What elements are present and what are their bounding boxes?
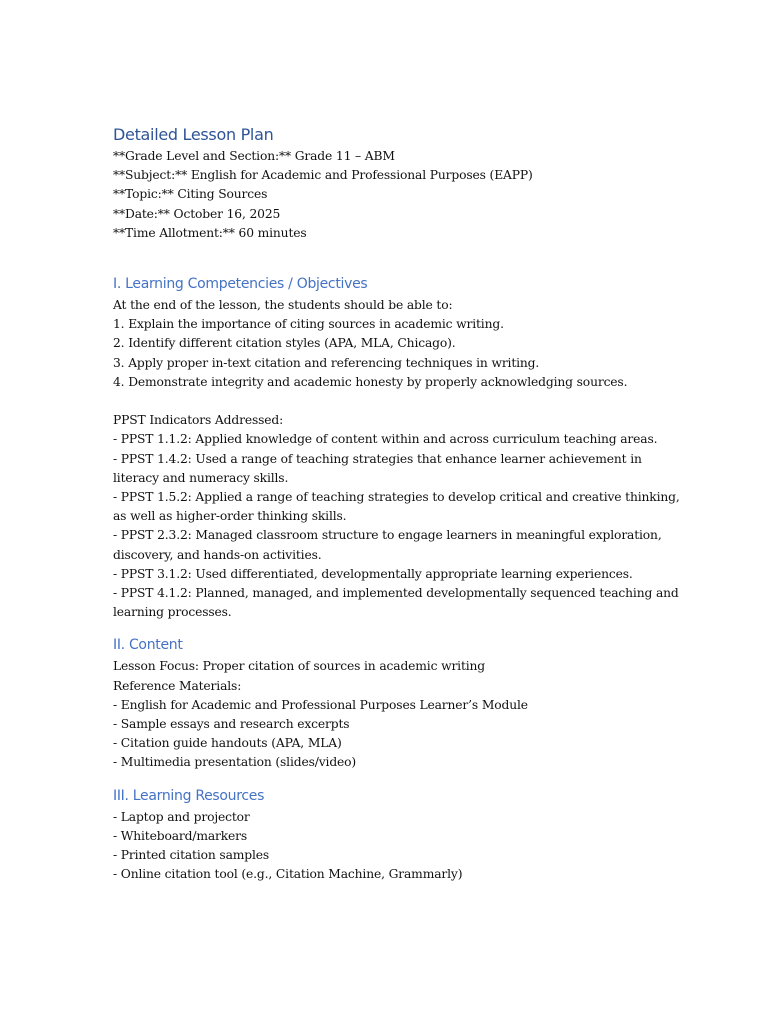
lesson-focus: Lesson Focus: Proper citation of sources in academic writing	[113, 659, 486, 674]
document-body	[113, 124, 680, 884]
document-title: Detailed Lesson Plan	[113, 125, 274, 144]
ppst-item-continued: learning processes.	[113, 605, 232, 620]
ppst-item: - PPST 4.1.2: Planned, managed, and implemented developmentally sequenced teaching and	[113, 586, 679, 601]
ppst-item-continued: discovery, and hands-on activities.	[113, 547, 322, 562]
section-heading: II. Content	[113, 637, 183, 654]
ppst-indicators-label: PPST Indicators Addressed:	[113, 413, 284, 428]
reference-item: - Multimedia presentation (slides/video)	[113, 755, 357, 770]
header-time-allotment: **Time Allotment:** 60 minutes	[113, 225, 307, 240]
header-grade-level: **Grade Level and Section:** Grade 11 – ABM	[113, 149, 395, 163]
objective-item: 3. Apply proper in-text citation and referencing techniques in writing.	[113, 355, 540, 370]
header-subject: **Subject:** English for Academic and Professional Purposes (EAPP)	[113, 168, 533, 183]
ppst-item: - PPST 3.1.2: Used differentiated, developmentally appropriate learning experiences.	[113, 566, 633, 581]
ppst-item-continued: literacy and numeracy skills.	[113, 470, 289, 485]
objective-item: 1. Explain the importance of citing sources in academic writing.	[113, 317, 504, 332]
resource-item: - Laptop and projector	[113, 809, 250, 824]
reference-item: - English for Academic and Professional Purposes Learner’s Module	[113, 697, 528, 712]
reference-item: - Sample essays and research excerpts	[113, 717, 350, 732]
section-content	[113, 635, 673, 772]
header-topic: **Topic:** Citing Sources	[113, 187, 268, 202]
objective-item: 4. Demonstrate integrity and academic honesty by properly acknowledging sources.	[113, 374, 628, 389]
header-info	[113, 147, 673, 243]
objective-item: 2. Identify different citation styles (APA, MLA, Chicago).	[113, 336, 456, 351]
ppst-item: - PPST 1.5.2: Applied a range of teaching strategies to develop critical and creative thinking,	[113, 490, 680, 505]
resource-item: - Online citation tool (e.g., Citation Machine, Grammarly)	[113, 867, 463, 882]
header-date: **Date:** October 16, 2025	[113, 206, 281, 221]
ppst-item: - PPST 1.4.2: Used a range of teaching strategies that enhance learner achievement in	[113, 451, 642, 466]
reference-materials-label: Reference Materials:	[113, 678, 242, 693]
section-learning-resources	[113, 786, 673, 885]
section-heading: I. Learning Competencies / Objectives	[113, 276, 368, 293]
section-objectives	[113, 274, 680, 622]
ppst-item: - PPST 1.1.2: Applied knowledge of content within and across curriculum teaching areas.	[113, 432, 658, 447]
reference-item: - Citation guide handouts (APA, MLA)	[113, 736, 342, 751]
resource-item: - Printed citation samples	[113, 848, 270, 863]
objectives-intro: At the end of the lesson, the students should be able to:	[113, 298, 453, 313]
ppst-item-continued: as well as higher-order thinking skills.	[113, 509, 347, 524]
ppst-item: - PPST 2.3.2: Managed classroom structure to engage learners in meaningful exploration,	[113, 528, 662, 543]
resource-item: - Whiteboard/markers	[113, 828, 248, 843]
section-heading: III. Learning Resources	[113, 787, 265, 804]
blank-line	[113, 392, 673, 411]
